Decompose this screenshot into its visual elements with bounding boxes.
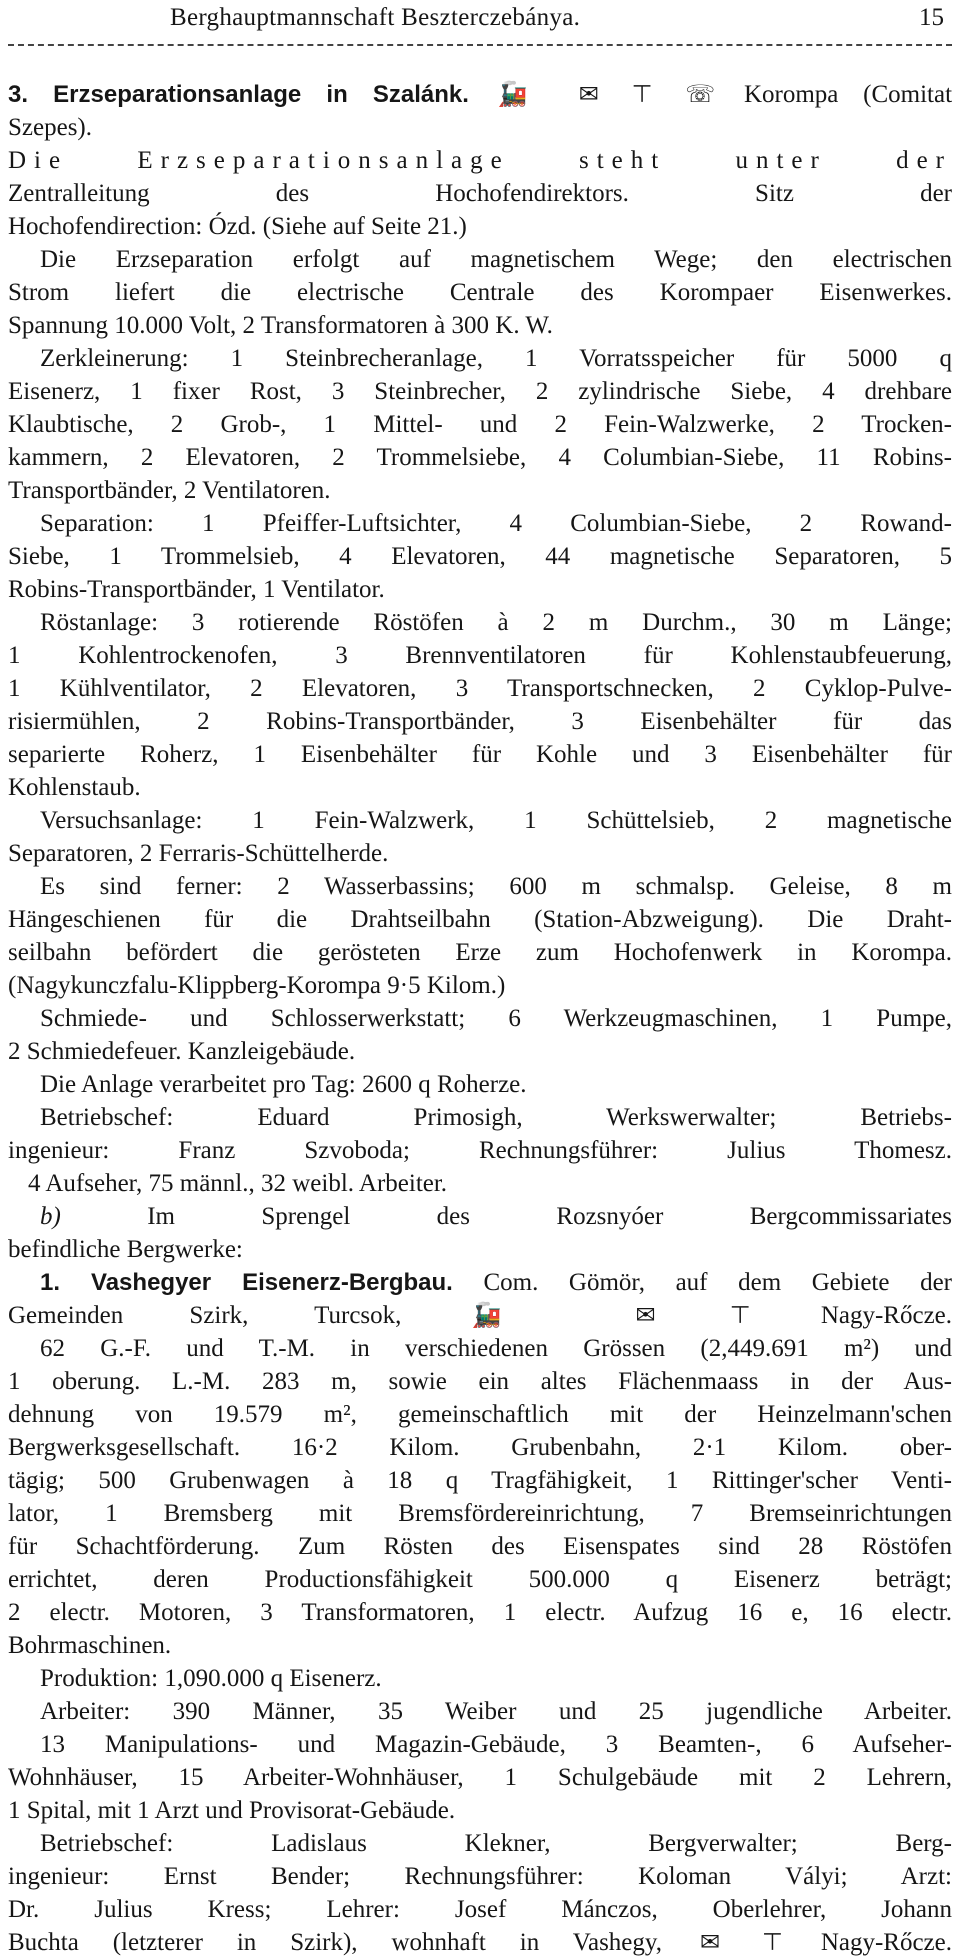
text-line: Wohnhäuser, 15 Arbeiter-Wohnhäuser, 1 Schulgebäude mit 2 Lehrern, bbox=[8, 1764, 952, 1791]
text-line: Robins-Transportbänder, 1 Ventilator. bbox=[8, 576, 385, 603]
text-line bbox=[8, 1299, 952, 1332]
telegraph-icon: ⊤ bbox=[761, 1928, 783, 1956]
text-line: Arbeiter: 390 Männer, 35 Weiber und 25 jugendliche Arbeiter. bbox=[40, 1698, 952, 1725]
text-line: 1 Kühlventilator, 2 Elevatoren, 3 Transportschnecken, 2 Cyklop-Pulve- bbox=[8, 675, 952, 702]
text-line: 1 oberung. L.-M. 283 m, sowie ein altes Flächenmaass in der Aus- bbox=[8, 1368, 952, 1395]
section-heading: 3. Erzseparationsanlage in Szalánk. bbox=[8, 81, 469, 108]
telegraph-icon: ⊤ bbox=[631, 80, 653, 108]
text-line: errichtet, deren Productionsfähigkeit 500.000 q Eisenerz beträgt; bbox=[8, 1566, 952, 1593]
text-line: Zerkleinerung: 1 Steinbrecheranlage, 1 Vorratsspeicher für 5000 q bbox=[40, 345, 952, 372]
text-line: 2 electr. Motoren, 3 Transformatoren, 1 electr. Aufzug 16 e, 16 electr. bbox=[8, 1599, 952, 1626]
text-line: Dr. Julius Kress; Lehrer: Josef Mánczos, Oberlehrer, Johann bbox=[8, 1896, 952, 1923]
text-line: Kohlenstaub. bbox=[8, 774, 141, 801]
text-line: 62 G.-F. und T.-M. in verschiedenen Grössen (2,449.691 m²) und bbox=[40, 1335, 952, 1362]
text-line: Die Erzseparation erfolgt auf magnetischem Wege; den electrischen bbox=[40, 246, 952, 273]
text-line: Bohrmaschinen. bbox=[8, 1632, 172, 1659]
text-line: Versuchsanlage: 1 Fein-Walzwerk, 1 Schüttelsieb, 2 magnetische bbox=[40, 807, 952, 834]
text-line: kammern, 2 Elevatoren, 2 Trommelsiebe, 4 Columbian-Siebe, 11 Robins- bbox=[8, 444, 952, 471]
text-line: Die Anlage verarbeitet pro Tag: 2600 q Roherze. bbox=[40, 1071, 527, 1098]
text-line: ingenieur: Franz Szvoboda; Rechnungsführer: Julius Thomesz. bbox=[8, 1137, 952, 1164]
text-line: 1 Spital, mit 1 Arzt und Provisorat-Gebäude. bbox=[8, 1797, 456, 1824]
post-office-icon: ✉ bbox=[699, 1928, 721, 1956]
text-line bbox=[8, 1200, 952, 1233]
section-heading: 1. Vashegyer Eisenerz-Bergbau. bbox=[40, 1269, 453, 1296]
text-line: Betriebschef: Eduard Primosigh, Werkswerwalter; Betriebs- bbox=[40, 1104, 952, 1131]
line-text: Korompa (Comitat bbox=[743, 81, 953, 108]
list-marker: b) bbox=[40, 1203, 61, 1230]
text-line: Separation: 1 Pfeiffer-Luftsichter, 4 Columbian-Siebe, 2 Rowand- bbox=[40, 510, 952, 537]
text-line: 2 Schmiedefeuer. Kanzleigebäude. bbox=[8, 1038, 356, 1065]
telephone-icon: ☏ bbox=[685, 80, 716, 108]
text-line: Strom liefert die electrische Centrale des Korompaer Eisenwerkes. bbox=[8, 279, 952, 306]
telegraph-icon: ⊤ bbox=[729, 1301, 751, 1329]
text-line bbox=[8, 78, 952, 111]
text-line: Spannung 10.000 Volt, 2 Transformatoren à 300 K. W. bbox=[8, 312, 553, 339]
line-text: Nagy-Rőcze. bbox=[820, 1929, 953, 1956]
header-rule bbox=[8, 44, 952, 46]
text-line: Hochofendirection: Ózd. (Siehe auf Seite 21.) bbox=[8, 213, 467, 240]
text-line: Schmiede- und Schlosserwerkstatt; 6 Werkzeugmaschinen, 1 Pumpe, bbox=[40, 1005, 952, 1032]
text-line: Szepes). bbox=[8, 114, 92, 141]
text-line: Es sind ferner: 2 Wasserbassins; 600 m schmalsp. Geleise, 8 m bbox=[40, 873, 952, 900]
text-line: Eisenerz, 1 fixer Rost, 3 Steinbrecher, 2 zylindrische Siebe, 4 drehbare bbox=[8, 378, 952, 405]
line-text: Com. Gömör, auf dem Gebiete der bbox=[483, 1269, 952, 1296]
text-line: 4 Aufseher, 75 männl., 32 weibl. Arbeiter. bbox=[28, 1170, 448, 1197]
text-line: ingenieur: Ernst Bender; Rechnungsführer: Koloman Vályi; Arzt: bbox=[8, 1863, 952, 1890]
text-line: für Schachtförderung. Zum Rösten des Eisenspates sind 28 Röstöfen bbox=[8, 1533, 952, 1560]
text-body bbox=[8, 78, 952, 1959]
text-line: Produktion: 1,090.000 q Eisenerz. bbox=[40, 1665, 382, 1692]
line-text: Gemeinden Szirk, Turcsok, bbox=[8, 1302, 402, 1329]
text-line: Zentralleitung des Hochofendirektors. Sitz der bbox=[8, 180, 952, 207]
text-line: Bergwerksgesellschaft. 16·2 Kilom. Grubenbahn, 2·1 Kilom. ober- bbox=[8, 1434, 952, 1461]
post-office-icon: ✉ bbox=[578, 80, 599, 108]
text-line: 1 Kohlentrockenofen, 3 Brennventilatoren für Kohlenstaubfeuerung, bbox=[8, 642, 952, 669]
page-number: 15 bbox=[919, 4, 944, 31]
header-title: Berghauptmannschaft Beszterczebánya. bbox=[170, 4, 581, 31]
text-line: Separatoren, 2 Ferraris-Schüttelherde. bbox=[8, 840, 389, 867]
text-line: Hängeschienen für die Drahtseilbahn (Station-Abzweigung). Die Draht- bbox=[8, 906, 952, 933]
text-line: separierte Roherz, 1 Eisenbehälter für Kohle und 3 Eisenbehälter für bbox=[8, 741, 952, 768]
railway-station-icon: 🚂 bbox=[471, 1301, 562, 1329]
railway-station-icon: 🚂 bbox=[497, 80, 547, 108]
text-line: Siebe, 1 Trommelsieb, 4 Elevatoren, 44 magnetische Separatoren, 5 bbox=[8, 543, 952, 570]
text-line: dehnung von 19.579 m², gemeinschaftlich mit der Heinzelmann'schen bbox=[8, 1401, 952, 1428]
line-text: Buchta (letzterer in Szirk), wohnhaft in Vashegy, bbox=[8, 1929, 663, 1956]
text-line: Die Erzseparationsanlage steht unter der bbox=[8, 147, 952, 174]
text-line: Klaubtische, 2 Grob-, 1 Mittel- und 2 Fein-Walzwerke, 2 Trocken- bbox=[8, 411, 952, 438]
line-text: Im Sprengel des Rozsnyóer Bergcommissariates bbox=[147, 1203, 953, 1230]
post-office-icon: ✉ bbox=[635, 1301, 656, 1329]
text-line: Transportbänder, 2 Ventilatoren. bbox=[8, 477, 331, 504]
text-line: Röstanlage: 3 rotierende Röstöfen à 2 m Durchm., 30 m Länge; bbox=[40, 609, 952, 636]
line-text: Nagy-Rőcze. bbox=[820, 1302, 953, 1329]
text-line: risiermühlen, 2 Robins-Transportbänder, 3 Eisenbehälter für das bbox=[8, 708, 952, 735]
text-line: lator, 1 Bremsberg mit Bremsfördereinrichtung, 7 Bremseinrichtungen bbox=[8, 1500, 952, 1527]
text-line: tägig; 500 Grubenwagen à 18 q Tragfähigkeit, 1 Rittinger'scher Venti- bbox=[8, 1467, 952, 1494]
text-line bbox=[8, 1266, 952, 1299]
text-line: seilbahn befördert die gerösteten Erze zum Hochofenwerk in Korompa. bbox=[8, 939, 952, 966]
text-line: (Nagykunczfalu-Klippberg-Korompa 9·5 Kilom.) bbox=[8, 972, 506, 999]
text-line: 13 Manipulations- und Magazin-Gebäude, 3 Beamten-, 6 Aufseher- bbox=[40, 1731, 952, 1758]
text-line: Betriebschef: Ladislaus Klekner, Bergverwalter; Berg- bbox=[40, 1830, 952, 1857]
text-line bbox=[8, 1926, 952, 1959]
text-line: befindliche Bergwerke: bbox=[8, 1236, 243, 1263]
running-header bbox=[0, 0, 960, 40]
